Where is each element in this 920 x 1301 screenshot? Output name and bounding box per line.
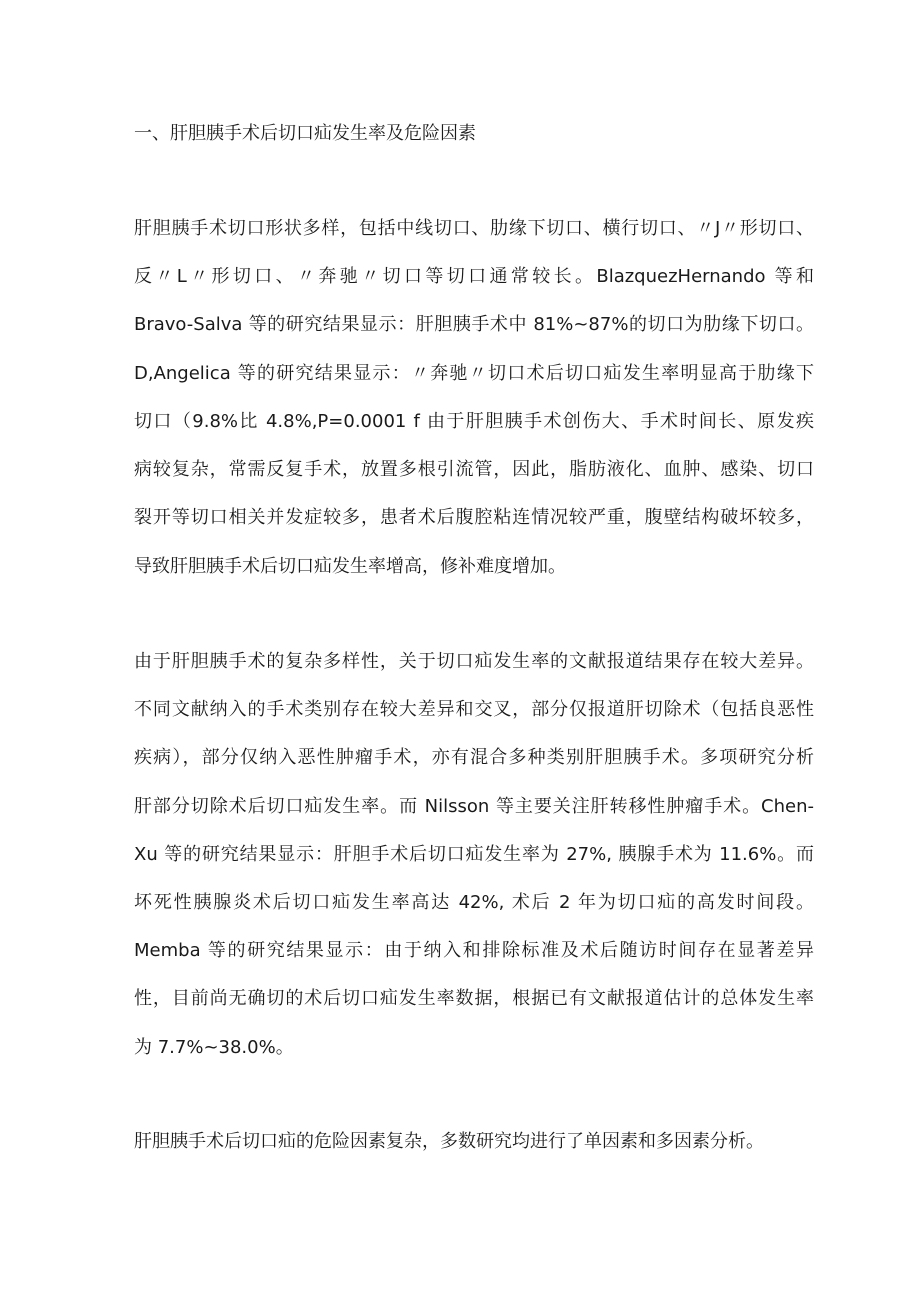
paragraph-1-line: 反〃L〃形切口、〃奔驰〃切口等切口通常较长。BlazquezHernando 等和 — [134, 266, 814, 287]
paragraph-2-line: 为 7.7%~38.0%。 — [134, 1037, 294, 1058]
paragraph-3-line: 肝胆胰手术后切口疝的危险因素复杂，多数研究均进行了单因素和多因素分析。 — [134, 1131, 764, 1152]
paragraph-2-line: 性，目前尚无确切的术后切口疝发生率数据，根据已有文献报道估计的总体发生率 — [134, 988, 814, 1009]
paragraph-1-line: Bravo-Salva 等的研究结果显示：肝胆胰手术中 81%~87%的切口为肋缘下切口。 — [134, 314, 814, 335]
paragraph-2-line: 肝部分切除术后切口疝发生率。而 Nilsson 等主要关注肝转移性肿瘤手术。Chen- — [134, 796, 814, 817]
paragraph-1-line: 导致肝胆胰手术后切口疝发生率增高，修补难度增加。 — [134, 556, 566, 577]
paragraph-1-line: 病较复杂，常需反复手术，放置多根引流管，因此，脂肪液化、血肿、感染、切口 — [134, 459, 814, 480]
paragraph-2-line: 由于肝胆胰手术的复杂多样性，关于切口疝发生率的文献报道结果存在较大差异。 — [134, 651, 814, 672]
section-heading: 一、肝胆胰手术后切口疝发生率及危险因素 — [134, 123, 476, 144]
paragraph-2-line: Xu 等的研究结果显示：肝胆手术后切口疝发生率为 27%, 胰腺手术为 11.6%。而 — [134, 844, 814, 865]
paragraph-1-line: D,Angelica 等的研究结果显示：〃奔驰〃切口术后切口疝发生率明显高于肋缘下 — [134, 363, 814, 384]
paragraph-1-line: 肝胆胰手术切口形状多样，包括中线切口、肋缘下切口、横行切口、〃J〃形切口、 — [134, 218, 814, 239]
paragraph-1-line: 裂开等切口相关并发症较多，患者术后腹腔粘连情况较严重，腹壁结构破坏较多， — [134, 507, 814, 528]
paragraph-2-line: 疾病），部分仅纳入恶性肿瘤手术，亦有混合多种类别肝胆胰手术。多项研究分析 — [134, 747, 814, 768]
paragraph-2-line: 不同文献纳入的手术类别存在较大差异和交叉，部分仅报道肝切除术（包括良恶性 — [134, 699, 814, 720]
paragraph-2-line: Memba 等的研究结果显示：由于纳入和排除标准及术后随访时间存在显著差异 — [134, 940, 814, 961]
paragraph-2-line: 坏死性胰腺炎术后切口疝发生率高达 42%, 术后 2 年为切口疝的高发时间段。 — [134, 892, 814, 913]
paragraph-1-line: 切口（9.8%比 4.8%,P=0.0001 f 由于肝胆胰手术创伤大、手术时间长、原发疾 — [134, 411, 814, 432]
